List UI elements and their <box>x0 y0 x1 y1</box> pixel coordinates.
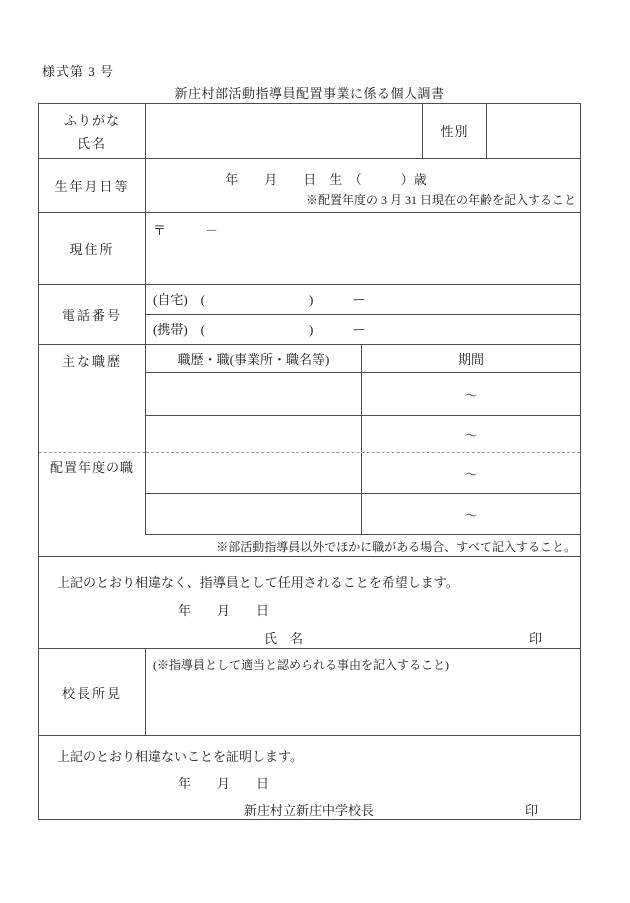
career-header-row <box>146 345 580 373</box>
birthdate-input-cell <box>146 159 580 213</box>
principal-opinion-note: (※指導員として適当と認められる事由を記入すること) <box>153 658 449 673</box>
career-period-column-header: 期間 <box>457 352 484 368</box>
career-job-input-cell <box>146 373 362 415</box>
declaration-date-line: 年 月 日 <box>178 602 270 618</box>
phone-label: 電話番号 <box>39 285 146 344</box>
declaration-statement: 上記のとおり相違なく、指導員として任用されることを希望します。 <box>57 574 459 590</box>
postal-code-template-text: 〒 － <box>153 223 219 239</box>
birthdate-template-text: 年 月 日 生 （ ）歳 <box>225 171 427 187</box>
career-job-column-header: 職歴・職(事業所・職名等) <box>146 345 362 372</box>
birthdate-label: 生年月日等 <box>39 159 146 213</box>
birthdate-note: ※配置年度の 3 月 31 日現在の年齢を記入すること <box>305 192 576 207</box>
career-job-input-cell <box>146 416 362 452</box>
name-label: 氏名 <box>76 135 107 151</box>
career-label-column <box>39 345 146 535</box>
career-row-2 <box>146 416 580 453</box>
declaration-section <box>39 557 580 650</box>
declaration-name-label: 氏 名 <box>264 630 304 646</box>
career-row-3 <box>146 453 580 494</box>
address-row <box>39 213 580 285</box>
name-row <box>39 104 580 159</box>
phone-input-cells <box>146 285 580 344</box>
personal-record-table <box>38 103 581 820</box>
gender-input-cell <box>487 104 580 158</box>
certification-date-line: 年 月 日 <box>178 776 270 792</box>
form-number: 様式第 3 号 <box>42 64 115 79</box>
placement-year-job-label: 配置年度の職 <box>49 460 134 476</box>
phone-row <box>39 285 580 345</box>
declaration-signature-line <box>264 628 542 647</box>
career-period-tilde: ～ <box>464 507 478 523</box>
career-row-4 <box>146 494 580 535</box>
principal-opinion-input-cell <box>146 649 580 735</box>
principal-opinion-label: 校長所見 <box>39 649 146 735</box>
career-section <box>39 345 580 535</box>
certification-signer: 新庄村立新庄中学校長 <box>244 803 375 819</box>
certification-section <box>39 736 580 819</box>
career-note-row: ※部活動指導員以外でほかに職がある場合、すべて記入すること。 <box>39 535 580 557</box>
certification-seal-mark: 印 <box>524 803 538 819</box>
career-row-1 <box>146 373 580 416</box>
name-input-cell <box>146 104 423 158</box>
address-input-cell <box>146 213 580 284</box>
name-label-cell <box>39 104 146 158</box>
address-label: 現住所 <box>39 213 146 284</box>
certification-signature-line <box>244 800 538 819</box>
career-job-input-cell <box>146 453 362 493</box>
furigana-label: ふりがな <box>63 112 120 128</box>
career-job-input-cell <box>146 494 362 534</box>
phone-mobile-line: (携帯) ( ) ー <box>153 322 366 338</box>
career-period-tilde: ～ <box>464 427 478 443</box>
career-period-tilde: ～ <box>464 387 478 403</box>
declaration-seal-mark: 印 <box>528 630 542 646</box>
gender-label-cell: 性別 <box>423 104 487 158</box>
phone-home-line: (自宅) ( ) ー <box>146 285 580 315</box>
career-period-tilde: ～ <box>464 466 478 482</box>
career-history-label: 主な職歴 <box>39 345 145 453</box>
birthdate-row <box>39 159 580 214</box>
principal-opinion-row <box>39 649 580 736</box>
page-title: 新庄村部活動指導員配置事業に係る個人調書 <box>174 86 445 101</box>
certification-statement: 上記のとおり相違ないことを証明します。 <box>57 749 303 765</box>
career-grid <box>146 345 580 535</box>
